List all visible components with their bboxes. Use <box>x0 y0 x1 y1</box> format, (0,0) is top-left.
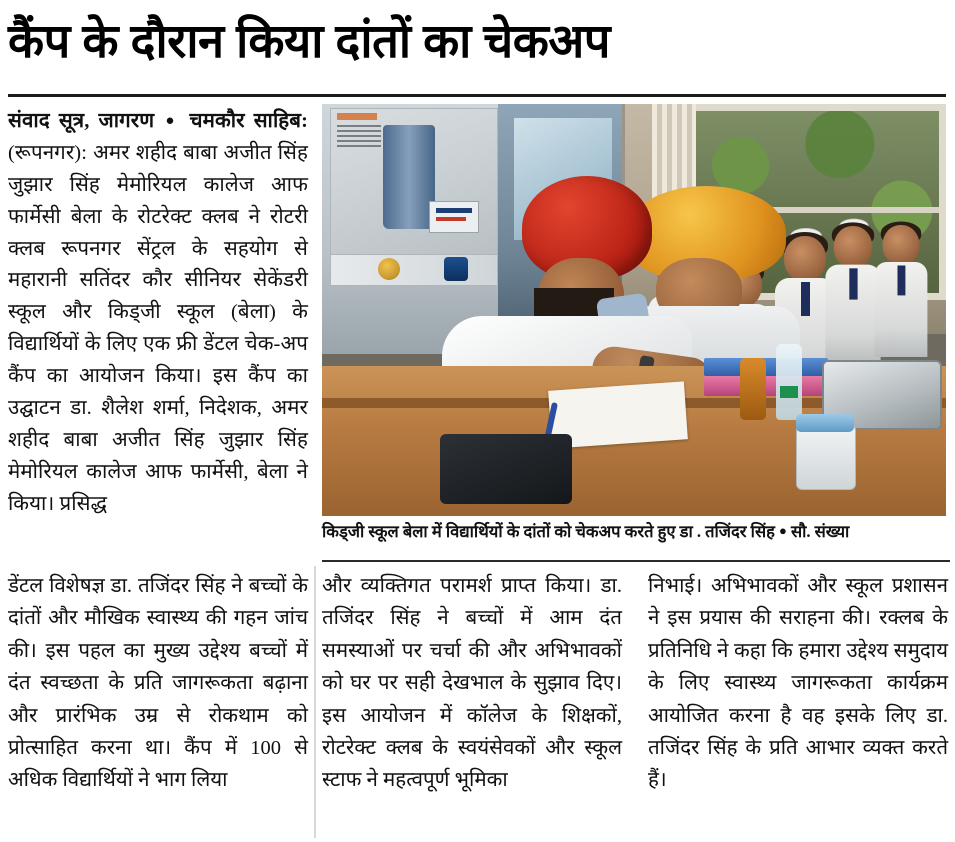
poster-text-block <box>337 125 381 147</box>
article-photo <box>322 104 946 516</box>
supply-jar-lid <box>796 414 854 432</box>
column-divider <box>314 566 316 838</box>
student-head <box>883 225 920 265</box>
photo-caption <box>322 522 950 543</box>
page-title: कैंप के दौरान किया दांतों का चेकअप <box>8 14 610 67</box>
water-bottle <box>776 344 802 420</box>
photo-caption-text: किड्जी स्कूल बेला में विद्यार्थियों के दांतों को चेकअप करते हुए डा . तजिंदर सिंह <box>322 522 775 541</box>
bullet-icon: ● <box>165 113 179 129</box>
body-column-2: और व्यक्तिगत परामर्श प्राप्त किया। डा. तजिंदर सिंह ने बच्चों में आम दंत समस्याओं पर चर्चा की और अभिभावकों को घर पर सही देखभाल के सुझाव दिए। इस आयोजन में कॉलेज के शिक्षकों, रोटरेक्ट क्लब के स्वयंसेवकों और स्कूल स्टाफ ने महत्वपूर्ण भूमिका <box>322 575 622 792</box>
student-figure <box>874 225 929 357</box>
student-tie <box>849 268 857 299</box>
notebook-blue <box>704 358 828 376</box>
caption-bullet-icon: ● <box>778 523 787 538</box>
poster-figure <box>383 125 435 229</box>
body-column-1: डेंटल विशेषज्ञ डा. तजिंदर सिंह ने बच्चों के दांतों और मौखिक स्वास्थ्य की गहन जांच की। इस पहल का मुख्य उद्देश्य बच्चों में दंत स्वच्छता के प्रति जागरूकता बढ़ाना और प्रारंभिक उम्र से रोकथाम को प्रोत्साहित करना था। कैंप में 100 से अधिक विद्यार्थियों ने भाग लिया <box>8 575 308 792</box>
photo-credit: सौ. संख्या <box>790 522 850 541</box>
poster-title-block <box>337 113 377 120</box>
medicine-bottle <box>740 358 766 420</box>
caption-divider <box>322 560 950 562</box>
headline-divider <box>8 94 946 97</box>
student-tie <box>897 265 905 295</box>
photo-scene <box>322 104 946 516</box>
lead-paragraph-text: (रूपनगर): अमर शहीद बाबा अजीत सिंह जुझार सिंह मेमोरियल कालेज आफ फार्मेसी बेला के रोटरेक्ट क्लब ने रोटरी क्लब रूपनगर सेंट्रल के सहयोग से महारानी सतिंदर कौर सीनियर सेकेंडरी स्कूल और किड्जी स्कूल (बेला) के विद्यार्थियों के लिए एक फ्री डेंटल चेक-अप कैंप का आयोजन किया। इस कैंप का उद्घाटन डा. शैलेश शर्मा, निदेशक, अमर शहीद बाबा अजीत सिंह जुझार सिंह मेमोरियल कालेज आफ फार्मेसी, बेला ने किया। प्रसिद्ध <box>8 141 308 515</box>
byline-place: चमकौर साहिब: <box>189 110 308 132</box>
supply-jar <box>796 424 856 490</box>
rotaract-logo-icon <box>378 258 400 280</box>
tablet-device <box>440 434 572 504</box>
byline-source: संवाद सूत्र, जागरण <box>8 110 155 132</box>
student-head <box>834 226 873 268</box>
lead-column <box>8 106 308 520</box>
body-column-3: निभाई। अभिभावकों और स्कूल प्रशासन ने इस प्रयास की सराहना की। रक्लब के प्रतिनिधि ने कहा कि हमारा उद्देश्य समुदाय के लिए स्वास्थ्य जागरूकता कार्यक्रम आयोजित करना है वह इसके लिए डा. तजिंदर सिंह के प्रति आभार व्यक्त करते हैं। <box>648 575 948 792</box>
